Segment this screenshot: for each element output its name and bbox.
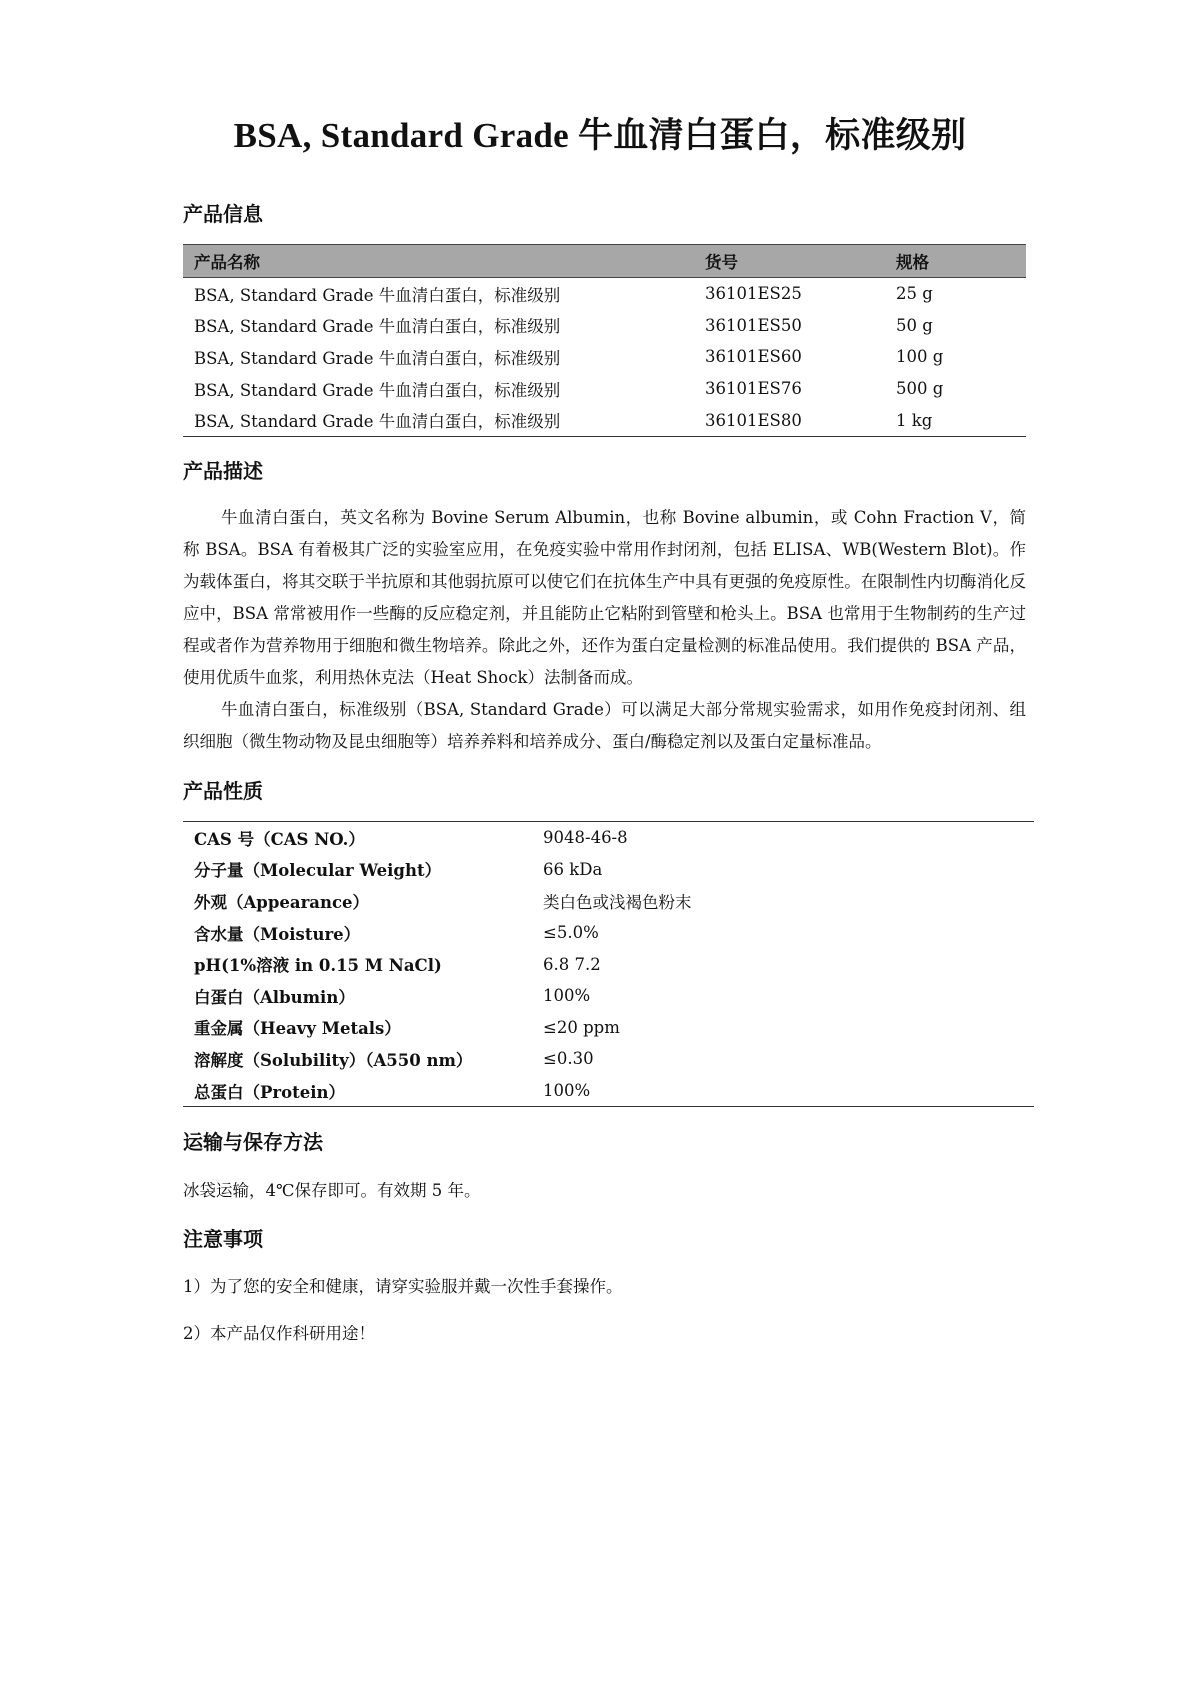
property-label: 外观（Appearance） [194,892,369,912]
property-value: 100% [543,986,591,1006]
catalog-number-cell: 36101ES76 [705,379,802,399]
product-name-cell: BSA, Standard Grade 牛血清白蛋白，标准级别 [183,404,694,436]
size-cell: 100 g [896,347,944,367]
property-label: 溶解度（Solubility）（A550 nm） [194,1050,473,1070]
property-label: pH(1%溶液 in 0.15 M NaCl) [194,956,442,976]
table-row [183,980,1034,1012]
table-row [183,822,1034,854]
note-item-1: 1）为了您的安全和健康，请穿实验服并戴一次性手套操作。 [183,1277,623,1296]
catalog-number-cell: 36101ES25 [705,284,802,304]
product-name-cell: BSA, Standard Grade 牛血清白蛋白，标准级别 [194,348,561,368]
property-value: ≤0.30 [543,1049,594,1069]
property-value: 9048-46-8 [532,822,1034,854]
size-cell: 1 kg [885,404,1026,436]
note-item-2: 2）本产品仅作科研用途！ [183,1324,375,1343]
size-cell: 500 g [896,379,944,399]
section-heading-properties: 产品性质 [183,779,263,803]
table-row [183,1043,1034,1075]
property-value: ≤5.0% [543,923,599,943]
description-paragraph-1: 牛血清白蛋白，英文名称为 Bovine Serum Albumin，也称 Bovine albumin，或 Cohn Fraction V，简称 BSA。BSA 有着极其广泛的实验室应用，在免疫实验中常用作封闭剂，包括 ELISA、WB(Western Blot)。作为载体蛋白，将其交联于半抗原和其他弱抗原可以使它们在抗体生产中具有更强的免疫原性。在限制性内切酶消化反应中，BSA 常常被用作一些酶的反应稳定剂，并且能防止它粘附到管壁和枪头上。BSA 也常用于生物制药的生产过程或者作为营养物用于细胞和微生物培养。除此之外，还作为蛋白定量检测的标准品使用。我们提供的 BSA 产品，使用优质牛血浆，利用热休克法（Heat Shock）法制备而成。 [183,508,1026,687]
section-heading-product-info: 产品信息 [183,202,263,226]
property-label: 含水量（Moisture） [194,924,361,944]
table-row [183,854,1034,886]
property-label: CAS 号（CAS NO.） [183,822,532,854]
column-header-name: 产品名称 [183,245,694,278]
catalog-number-cell: 36101ES50 [705,315,802,335]
table-header-row [183,245,1026,278]
properties-table [183,821,1034,1107]
property-value: 类白色或浅褐色粉末 [543,892,692,912]
column-header-size: 规格 [885,245,1026,278]
product-name-cell: BSA, Standard Grade 牛血清白蛋白，标准级别 [194,317,561,337]
size-cell: 50 g [896,315,933,335]
property-value: 66 kDa [543,859,603,879]
section-heading-description: 产品描述 [183,459,263,483]
property-label: 分子量（Molecular Weight） [194,861,442,881]
table-row [183,341,1026,373]
property-label: 白蛋白（Albumin） [194,987,355,1007]
table-row [183,310,1026,342]
table-row [183,917,1034,949]
table-row [183,373,1026,405]
table-row [183,1012,1034,1044]
section-heading-notes: 注意事项 [183,1227,263,1251]
property-label: 重金属（Heavy Metals） [194,1019,401,1039]
column-header-catalog: 货号 [694,245,885,278]
product-name-cell: BSA, Standard Grade 牛血清白蛋白，标准级别 [194,380,561,400]
catalog-number-cell: 36101ES60 [705,347,802,367]
product-info-table [183,244,1026,437]
document-title: BSA, Standard Grade 牛血清白蛋白，标准级别 [233,116,967,155]
property-value: 100% [532,1075,1034,1107]
storage-text: 冰袋运输，4℃保存即可。有效期 5 年。 [183,1181,481,1200]
property-value: ≤20 ppm [543,1017,620,1037]
table-row [183,278,1026,310]
table-row [183,885,1034,917]
section-heading-storage: 运输与保存方法 [183,1130,323,1154]
table-row [183,1075,1034,1107]
table-row [183,948,1034,980]
product-name-cell: BSA, Standard Grade 牛血清白蛋白，标准级别 [194,285,561,305]
property-value: 6.8 7.2 [543,954,601,974]
catalog-number-cell: 36101ES80 [694,404,885,436]
property-label: 总蛋白（Protein） [183,1075,532,1107]
description-paragraph-2: 牛血清白蛋白，标准级别（BSA, Standard Grade）可以满足大部分常规实验需求，如用作免疫封闭剂、组织细胞（微生物动物及昆虫细胞等）培养养料和培养成分、蛋白/酶稳定剂以及蛋白定量标准品。 [183,700,1026,751]
size-cell: 25 g [896,284,933,304]
table-row [183,404,1026,436]
